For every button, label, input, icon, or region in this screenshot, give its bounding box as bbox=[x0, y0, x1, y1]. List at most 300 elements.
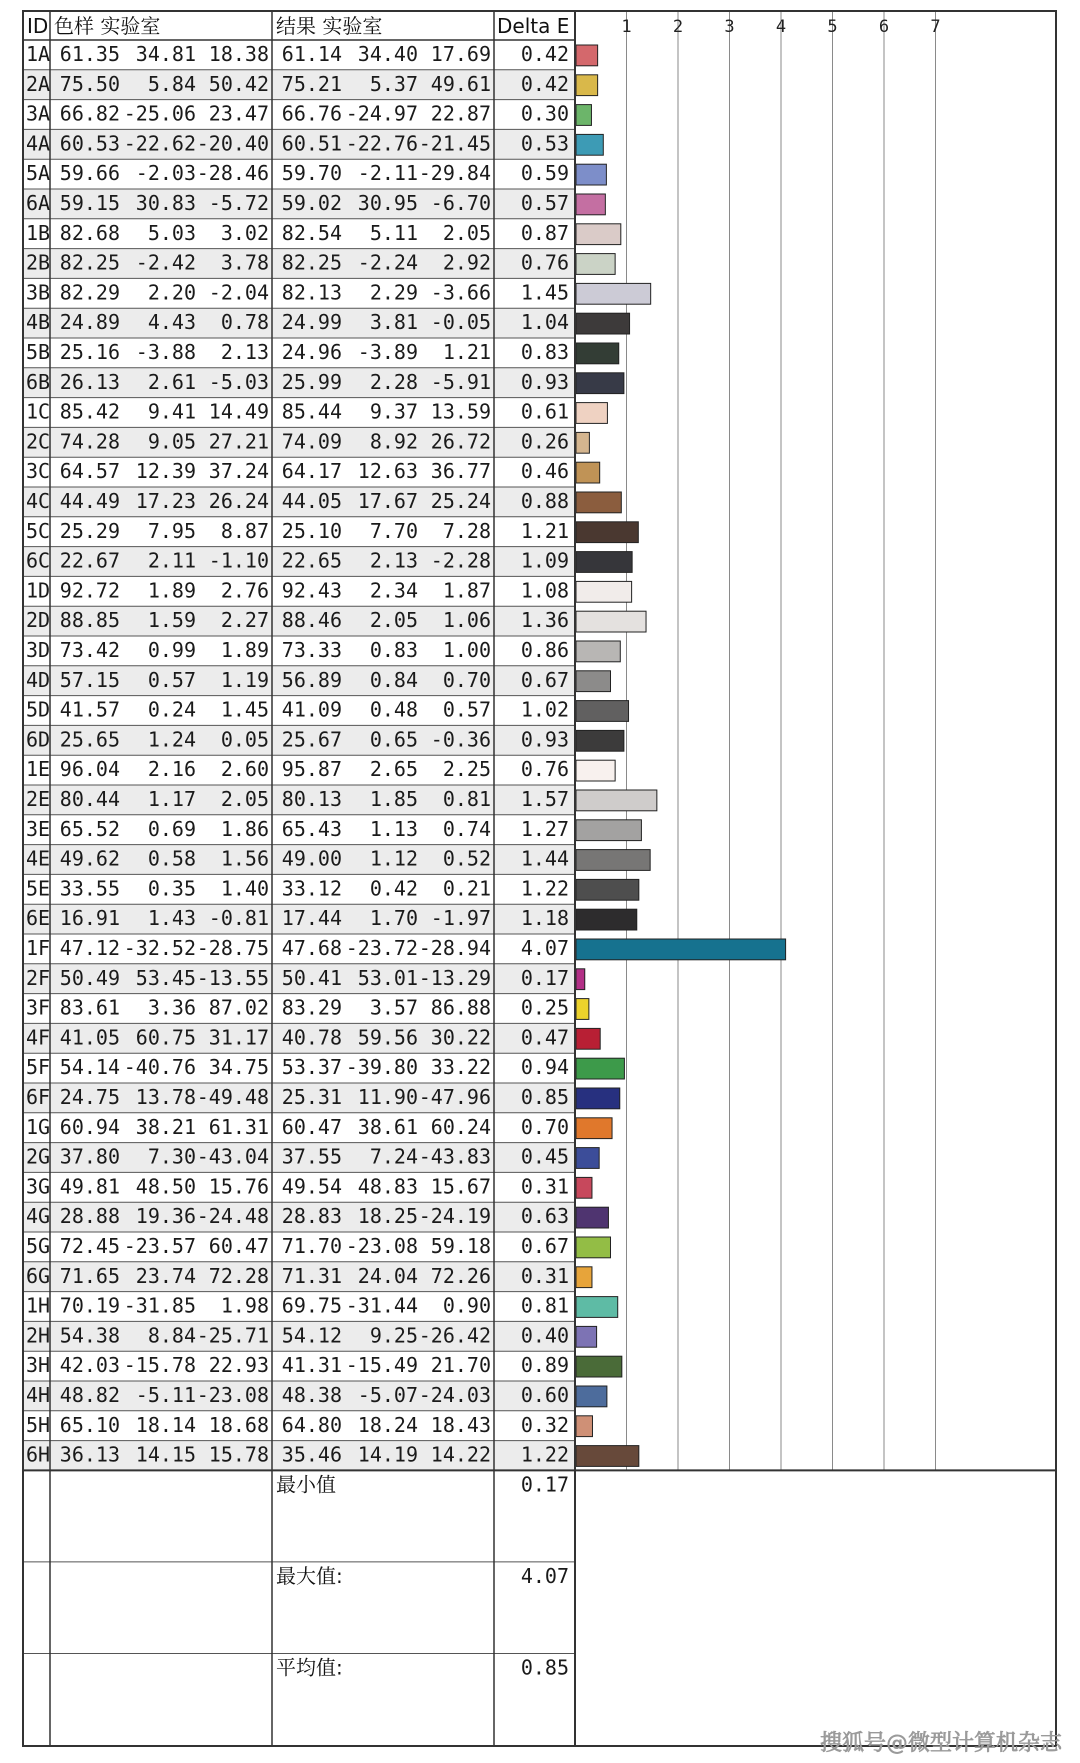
header-sample-lab: 色样 实验室 bbox=[54, 14, 161, 38]
row-id: 3G bbox=[26, 1174, 51, 1199]
sample-lab-value: 14.15 bbox=[135, 1442, 196, 1467]
sample-lab-value: 50.42 bbox=[208, 71, 269, 96]
sample-lab-value: 80.44 bbox=[59, 787, 120, 811]
sample-lab-value: -15.78 bbox=[123, 1353, 196, 1378]
sample-lab-value: 59.66 bbox=[59, 161, 120, 186]
delta-e-value: 4.07 bbox=[520, 936, 569, 960]
delta-e-bar bbox=[576, 1446, 639, 1467]
sample-lab-value: -20.40 bbox=[196, 131, 269, 156]
result-lab-value: 7.70 bbox=[369, 518, 418, 543]
sample-lab-value: -22.62 bbox=[123, 131, 196, 156]
result-lab-value: -3.89 bbox=[357, 340, 418, 364]
delta-e-bar bbox=[576, 254, 615, 275]
result-lab-value: 64.17 bbox=[281, 459, 342, 484]
sample-lab-value: 15.78 bbox=[208, 1442, 269, 1467]
result-lab-value: 73.33 bbox=[281, 638, 342, 662]
delta-e-bar bbox=[576, 343, 619, 364]
delta-e-bar bbox=[576, 701, 629, 722]
row-id: 1A bbox=[26, 42, 51, 66]
sample-lab-value: 22.67 bbox=[59, 548, 120, 573]
result-lab-value: 9.37 bbox=[369, 399, 418, 424]
result-lab-value: 82.25 bbox=[281, 250, 342, 275]
row-id: 6H bbox=[26, 1442, 51, 1467]
result-lab-value: 28.83 bbox=[281, 1204, 342, 1229]
delta-e-value: 0.25 bbox=[520, 995, 569, 1020]
result-lab-value: 65.43 bbox=[281, 816, 342, 841]
sample-lab-value: 42.03 bbox=[59, 1353, 120, 1378]
delta-e-bar bbox=[576, 194, 605, 215]
delta-e-bar bbox=[576, 164, 606, 185]
row-id: 5E bbox=[26, 876, 51, 901]
result-lab-value: -24.19 bbox=[418, 1204, 491, 1229]
result-lab-value: 75.21 bbox=[281, 71, 342, 96]
delta-e-value: 1.57 bbox=[520, 787, 569, 811]
sample-lab-value: 61.31 bbox=[208, 1114, 269, 1139]
summary-label: 最小值 bbox=[276, 1472, 336, 1497]
row-id: 1E bbox=[26, 757, 51, 782]
result-lab-value: 41.09 bbox=[281, 697, 342, 722]
result-lab-value: 53.37 bbox=[281, 1055, 342, 1080]
delta-e-bar bbox=[576, 641, 620, 662]
delta-e-bar bbox=[576, 403, 607, 424]
result-lab-value: 5.37 bbox=[369, 71, 418, 96]
sample-lab-value: 5.03 bbox=[147, 220, 196, 245]
result-lab-value: 53.01 bbox=[357, 965, 418, 990]
result-lab-value: 24.04 bbox=[357, 1263, 418, 1288]
sample-lab-value: 2.16 bbox=[147, 757, 196, 782]
result-lab-value: -23.08 bbox=[345, 1234, 418, 1258]
delta-e-value: 0.31 bbox=[520, 1263, 569, 1288]
sample-lab-value: 4.43 bbox=[147, 310, 196, 335]
result-lab-value: 17.69 bbox=[430, 42, 491, 66]
delta-e-value: 0.45 bbox=[520, 1144, 569, 1169]
result-lab-value: 35.46 bbox=[281, 1442, 342, 1467]
row-id: 4C bbox=[26, 489, 51, 513]
sample-lab-value: 33.55 bbox=[59, 876, 120, 901]
row-id: 4G bbox=[26, 1204, 51, 1229]
sample-lab-value: -49.48 bbox=[196, 1085, 269, 1109]
result-lab-value: -47.96 bbox=[418, 1085, 491, 1109]
result-lab-value: 9.25 bbox=[369, 1323, 418, 1348]
result-lab-value: 0.48 bbox=[369, 697, 418, 722]
sample-lab-value: 0.05 bbox=[220, 727, 269, 752]
sample-lab-value: -3.88 bbox=[135, 340, 196, 364]
sample-lab-value: 14.49 bbox=[208, 399, 269, 424]
row-id: 2C bbox=[26, 429, 51, 454]
chart-tick-label: 6 bbox=[878, 17, 890, 37]
sample-lab-value: 3.36 bbox=[147, 995, 196, 1020]
result-lab-value: 59.02 bbox=[281, 191, 342, 215]
sample-lab-value: -2.42 bbox=[135, 250, 196, 275]
result-lab-value: 18.24 bbox=[357, 1412, 418, 1437]
delta-e-bar bbox=[576, 1118, 612, 1139]
sample-lab-value: 37.80 bbox=[59, 1144, 120, 1169]
row-id: 1C bbox=[26, 399, 51, 424]
sample-lab-value: 64.57 bbox=[59, 459, 120, 484]
delta-e-value: 1.22 bbox=[520, 876, 569, 901]
row-id: 2E bbox=[26, 787, 51, 811]
result-lab-value: 54.12 bbox=[281, 1323, 342, 1348]
result-lab-value: 22.65 bbox=[281, 548, 342, 573]
result-lab-value: 26.72 bbox=[430, 429, 491, 454]
sample-lab-value: 19.36 bbox=[135, 1204, 196, 1229]
result-lab-value: 5.11 bbox=[369, 220, 418, 245]
sample-lab-value: 83.61 bbox=[59, 995, 120, 1020]
row-id: 4D bbox=[26, 667, 51, 692]
delta-e-bar bbox=[576, 1386, 607, 1407]
result-lab-value: 80.13 bbox=[281, 787, 342, 811]
delta-e-sheet bbox=[22, 10, 1057, 1747]
chart-tick-label: 2 bbox=[672, 17, 684, 37]
result-lab-value: 61.14 bbox=[281, 42, 342, 66]
result-lab-value: 47.68 bbox=[281, 936, 342, 960]
row-id: 5D bbox=[26, 697, 51, 722]
result-lab-value: 17.67 bbox=[357, 489, 418, 513]
sample-lab-value: 0.99 bbox=[147, 638, 196, 662]
sample-lab-value: 26.13 bbox=[59, 369, 120, 394]
delta-e-table-chart bbox=[24, 12, 1055, 1745]
delta-e-bar bbox=[576, 373, 624, 394]
sample-lab-value: 13.78 bbox=[135, 1085, 196, 1109]
row-id: 3C bbox=[26, 459, 51, 484]
result-lab-value: 34.40 bbox=[357, 42, 418, 66]
sample-lab-value: 18.38 bbox=[208, 42, 269, 66]
delta-e-bar bbox=[576, 820, 641, 841]
sample-lab-value: 7.95 bbox=[147, 518, 196, 543]
result-lab-value: -29.84 bbox=[418, 161, 491, 186]
delta-e-bar bbox=[576, 879, 639, 900]
row-id: 2B bbox=[26, 250, 51, 275]
delta-e-bar bbox=[576, 1416, 592, 1437]
result-lab-value: 83.29 bbox=[281, 995, 342, 1020]
result-lab-value: 59.18 bbox=[430, 1234, 491, 1258]
result-lab-value: 49.54 bbox=[281, 1174, 342, 1199]
sample-lab-value: 41.57 bbox=[59, 697, 120, 722]
sample-lab-value: 1.56 bbox=[220, 846, 269, 871]
delta-e-bar bbox=[576, 909, 637, 930]
sample-lab-value: 49.62 bbox=[59, 846, 120, 871]
delta-e-value: 1.45 bbox=[520, 280, 569, 305]
result-lab-value: 14.19 bbox=[357, 1442, 418, 1467]
result-lab-value: 49.00 bbox=[281, 846, 342, 871]
delta-e-value: 0.42 bbox=[520, 71, 569, 96]
result-lab-value: -15.49 bbox=[345, 1353, 418, 1378]
delta-e-bar bbox=[576, 552, 632, 573]
result-lab-value: 0.83 bbox=[369, 638, 418, 662]
result-lab-value: 2.65 bbox=[369, 757, 418, 782]
sample-lab-value: -32.52 bbox=[123, 936, 196, 960]
chart-tick-label: 4 bbox=[775, 17, 787, 37]
result-lab-value: 60.51 bbox=[281, 131, 342, 156]
row-id: 3E bbox=[26, 816, 51, 841]
sample-lab-value: 82.25 bbox=[59, 250, 120, 275]
sample-lab-value: -23.57 bbox=[123, 1234, 196, 1258]
sample-lab-value: 71.65 bbox=[59, 1263, 120, 1288]
result-lab-value: 15.67 bbox=[430, 1174, 491, 1199]
sample-lab-value: 25.16 bbox=[59, 340, 120, 364]
delta-e-value: 1.22 bbox=[520, 1442, 569, 1467]
result-lab-value: 0.81 bbox=[442, 787, 491, 811]
sample-lab-value: 1.24 bbox=[147, 727, 196, 752]
result-lab-value: 0.84 bbox=[369, 667, 418, 692]
delta-e-bar bbox=[576, 969, 585, 990]
result-lab-value: 86.88 bbox=[430, 995, 491, 1020]
sample-lab-value: 17.23 bbox=[135, 489, 196, 513]
result-lab-value: 7.24 bbox=[369, 1144, 418, 1169]
result-lab-value: 95.87 bbox=[281, 757, 342, 782]
sample-lab-value: 8.87 bbox=[220, 518, 269, 543]
delta-e-bar bbox=[576, 492, 621, 513]
result-lab-value: 0.52 bbox=[442, 846, 491, 871]
row-id: 4H bbox=[26, 1383, 51, 1407]
sample-lab-value: -1.10 bbox=[208, 548, 269, 573]
row-id: 5F bbox=[26, 1055, 51, 1080]
sample-lab-value: 3.02 bbox=[220, 220, 269, 245]
delta-e-bar bbox=[576, 1267, 592, 1288]
row-id: 4A bbox=[26, 131, 51, 156]
delta-e-value: 0.83 bbox=[520, 340, 569, 364]
result-lab-value: 1.13 bbox=[369, 816, 418, 841]
sample-lab-value: 36.13 bbox=[59, 1442, 120, 1467]
sample-lab-value: 1.98 bbox=[220, 1293, 269, 1318]
delta-e-value: 1.09 bbox=[520, 548, 569, 573]
result-lab-value: 1.00 bbox=[442, 638, 491, 662]
result-lab-value: 0.65 bbox=[369, 727, 418, 752]
result-lab-value: -2.24 bbox=[357, 250, 418, 275]
result-lab-value: 13.59 bbox=[430, 399, 491, 424]
result-lab-value: 56.89 bbox=[281, 667, 342, 692]
delta-e-value: 0.67 bbox=[520, 667, 569, 692]
delta-e-value: 0.59 bbox=[520, 161, 569, 186]
sample-lab-value: 2.60 bbox=[220, 757, 269, 782]
header-id: ID bbox=[27, 14, 49, 38]
result-lab-value: -21.45 bbox=[418, 131, 491, 156]
sample-lab-value: 24.75 bbox=[59, 1085, 120, 1109]
delta-e-value: 0.40 bbox=[520, 1323, 569, 1348]
sample-lab-value: 5.84 bbox=[147, 71, 196, 96]
row-id: 6D bbox=[26, 727, 51, 752]
result-lab-value: 2.05 bbox=[442, 220, 491, 245]
delta-e-value: 1.04 bbox=[520, 310, 569, 335]
result-lab-value: 0.42 bbox=[369, 876, 418, 901]
row-id: 6E bbox=[26, 906, 51, 931]
delta-e-value: 0.17 bbox=[520, 965, 569, 990]
sample-lab-value: 73.42 bbox=[59, 638, 120, 662]
result-lab-value: 18.25 bbox=[357, 1204, 418, 1229]
header-delta-e: Delta E bbox=[497, 14, 570, 38]
sample-lab-value: 82.68 bbox=[59, 220, 120, 245]
delta-e-bar bbox=[576, 432, 589, 453]
delta-e-value: 0.93 bbox=[520, 727, 569, 752]
result-lab-value: 88.46 bbox=[281, 608, 342, 633]
row-id: 4B bbox=[26, 310, 51, 335]
result-lab-value: 92.43 bbox=[281, 578, 342, 603]
delta-e-value: 1.36 bbox=[520, 608, 569, 633]
sample-lab-value: 34.75 bbox=[208, 1055, 269, 1080]
result-lab-value: 72.26 bbox=[430, 1263, 491, 1288]
delta-e-value: 0.85 bbox=[520, 1085, 569, 1109]
sample-lab-value: 2.61 bbox=[147, 369, 196, 394]
delta-e-bar bbox=[576, 224, 621, 245]
delta-e-value: 0.63 bbox=[520, 1204, 569, 1229]
sample-lab-value: 31.17 bbox=[208, 1025, 269, 1050]
result-lab-value: 33.12 bbox=[281, 876, 342, 901]
result-lab-value: 2.13 bbox=[369, 548, 418, 573]
delta-e-value: 1.21 bbox=[520, 518, 569, 543]
sample-lab-value: 1.89 bbox=[220, 638, 269, 662]
delta-e-bar bbox=[576, 1028, 600, 1049]
delta-e-value: 0.32 bbox=[520, 1412, 569, 1437]
result-lab-value: 48.83 bbox=[357, 1174, 418, 1199]
result-lab-value: -43.83 bbox=[418, 1144, 491, 1169]
chart-tick-label: 5 bbox=[827, 17, 838, 37]
result-lab-value: 2.34 bbox=[369, 578, 418, 603]
delta-e-value: 0.88 bbox=[520, 489, 569, 513]
summary-label: 最大值: bbox=[276, 1563, 343, 1588]
row-id: 2H bbox=[26, 1323, 51, 1348]
result-lab-value: 25.31 bbox=[281, 1085, 342, 1109]
result-lab-value: 66.76 bbox=[281, 101, 342, 126]
delta-e-bar bbox=[576, 105, 591, 126]
row-id: 5H bbox=[26, 1412, 51, 1437]
result-lab-value: 38.61 bbox=[357, 1114, 418, 1139]
sample-lab-value: 92.72 bbox=[59, 578, 120, 603]
result-lab-value: 21.70 bbox=[430, 1353, 491, 1378]
row-id: 6A bbox=[26, 191, 51, 215]
sample-lab-value: -13.55 bbox=[196, 965, 269, 990]
delta-e-bar bbox=[576, 75, 598, 96]
result-lab-value: -5.91 bbox=[430, 369, 491, 394]
row-id: 1H bbox=[26, 1293, 51, 1318]
row-id: 5B bbox=[26, 340, 51, 364]
sample-lab-value: -40.76 bbox=[123, 1055, 196, 1080]
sample-lab-value: 1.17 bbox=[147, 787, 196, 811]
delta-e-bar bbox=[576, 999, 589, 1020]
row-id: 1F bbox=[26, 936, 51, 960]
sample-lab-value: 1.86 bbox=[220, 816, 269, 841]
row-id: 5G bbox=[26, 1234, 51, 1258]
sample-lab-value: 34.81 bbox=[135, 42, 196, 66]
result-lab-value: -28.94 bbox=[418, 936, 491, 960]
result-lab-value: -6.70 bbox=[430, 191, 491, 215]
delta-e-bar bbox=[576, 283, 651, 304]
sample-lab-value: 41.05 bbox=[59, 1025, 120, 1050]
result-lab-value: 82.13 bbox=[281, 280, 342, 305]
delta-e-value: 0.86 bbox=[520, 638, 569, 662]
chart-tick-label: 1 bbox=[621, 17, 632, 37]
delta-e-value: 0.76 bbox=[520, 757, 569, 782]
sample-lab-value: -28.75 bbox=[196, 936, 269, 960]
result-lab-value: 74.09 bbox=[281, 429, 342, 454]
result-lab-value: 50.41 bbox=[281, 965, 342, 990]
result-lab-value: 2.28 bbox=[369, 369, 418, 394]
result-lab-value: 82.54 bbox=[281, 220, 342, 245]
sample-lab-value: 60.75 bbox=[135, 1025, 196, 1050]
result-lab-value: 1.12 bbox=[369, 846, 418, 871]
delta-e-bar bbox=[576, 1237, 611, 1258]
sample-lab-value: 25.65 bbox=[59, 727, 120, 752]
delta-e-bar bbox=[576, 134, 603, 155]
result-lab-value: 48.38 bbox=[281, 1383, 342, 1407]
result-lab-value: 25.10 bbox=[281, 518, 342, 543]
sample-lab-value: 2.76 bbox=[220, 578, 269, 603]
delta-e-bar bbox=[576, 313, 630, 334]
result-lab-value: 7.28 bbox=[442, 518, 491, 543]
sample-lab-value: -31.85 bbox=[123, 1293, 196, 1318]
result-lab-value: -0.36 bbox=[430, 727, 491, 752]
result-lab-value: 0.21 bbox=[442, 876, 491, 901]
result-lab-value: -2.11 bbox=[357, 161, 418, 186]
result-lab-value: 60.47 bbox=[281, 1114, 342, 1139]
result-lab-value: 0.70 bbox=[442, 667, 491, 692]
sample-lab-value: 1.59 bbox=[147, 608, 196, 633]
sample-lab-value: -25.06 bbox=[123, 101, 196, 126]
delta-e-bar bbox=[576, 939, 786, 960]
sample-lab-value: -5.03 bbox=[208, 369, 269, 394]
sample-lab-value: 49.81 bbox=[59, 1174, 120, 1199]
sample-lab-value: 26.24 bbox=[208, 489, 269, 513]
result-lab-value: 36.77 bbox=[430, 459, 491, 484]
result-lab-value: 2.92 bbox=[442, 250, 491, 275]
result-lab-value: -0.05 bbox=[430, 310, 491, 335]
sample-lab-value: 0.69 bbox=[147, 816, 196, 841]
row-id: 2F bbox=[26, 965, 51, 990]
sample-lab-value: 65.10 bbox=[59, 1412, 120, 1437]
delta-e-bar bbox=[576, 760, 615, 781]
result-lab-value: 1.06 bbox=[442, 608, 491, 633]
sample-lab-value: -25.71 bbox=[196, 1323, 269, 1348]
result-lab-value: 71.31 bbox=[281, 1263, 342, 1288]
result-lab-value: 49.61 bbox=[430, 71, 491, 96]
sample-lab-value: 96.04 bbox=[59, 757, 120, 782]
delta-e-bar bbox=[576, 1207, 608, 1228]
row-id: 5C bbox=[26, 518, 51, 543]
row-id: 3B bbox=[26, 280, 51, 305]
result-lab-value: 0.74 bbox=[442, 816, 491, 841]
delta-e-bar bbox=[576, 730, 624, 751]
result-lab-value: 18.43 bbox=[430, 1412, 491, 1437]
delta-e-value: 0.67 bbox=[520, 1234, 569, 1258]
row-id: 3H bbox=[26, 1353, 51, 1378]
delta-e-value: 0.94 bbox=[520, 1055, 569, 1080]
sample-lab-value: 22.93 bbox=[208, 1353, 269, 1378]
sample-lab-value: 27.21 bbox=[208, 429, 269, 454]
delta-e-value: 0.93 bbox=[520, 369, 569, 394]
row-id: 2D bbox=[26, 608, 51, 633]
result-lab-value: 8.92 bbox=[369, 429, 418, 454]
result-lab-value: 12.63 bbox=[357, 459, 418, 484]
result-lab-value: 69.75 bbox=[281, 1293, 342, 1318]
sample-lab-value: 2.11 bbox=[147, 548, 196, 573]
result-lab-value: 2.29 bbox=[369, 280, 418, 305]
sample-lab-value: 75.50 bbox=[59, 71, 120, 96]
delta-e-value: 1.18 bbox=[520, 906, 569, 931]
sample-lab-value: 24.89 bbox=[59, 310, 120, 335]
result-lab-value: 71.70 bbox=[281, 1234, 342, 1258]
result-lab-value: 0.90 bbox=[442, 1293, 491, 1318]
result-lab-value: -3.66 bbox=[430, 280, 491, 305]
row-id: 1D bbox=[26, 578, 51, 603]
sample-lab-value: 82.29 bbox=[59, 280, 120, 305]
sample-lab-value: 9.05 bbox=[147, 429, 196, 454]
result-lab-value: -24.97 bbox=[345, 101, 418, 126]
result-lab-value: 1.70 bbox=[369, 906, 418, 931]
sample-lab-value: 85.42 bbox=[59, 399, 120, 424]
sample-lab-value: 70.19 bbox=[59, 1293, 120, 1318]
sample-lab-value: 74.28 bbox=[59, 429, 120, 454]
delta-e-value: 0.30 bbox=[520, 101, 569, 126]
result-lab-value: 37.55 bbox=[281, 1144, 342, 1169]
